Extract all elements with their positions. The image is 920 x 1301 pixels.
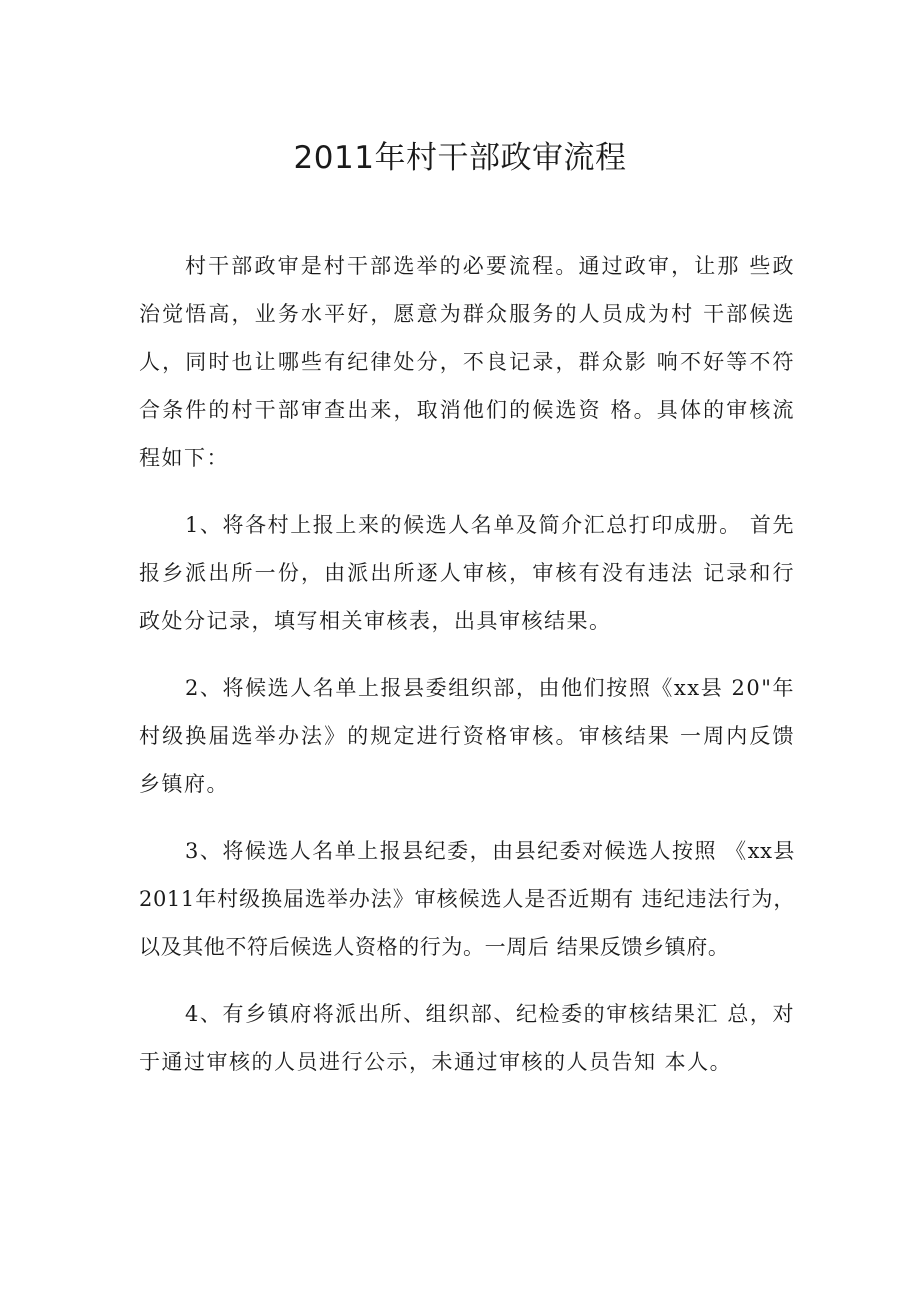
paragraph-step-2: 2、将候选人名单上报县委组织部，由他们按照《xx县 20"年村级换届选举办法》的规定进行资格审核。审核结果 一周内反馈乡镇府。 — [139, 676, 795, 796]
paragraph-step-3: 3、将候选人名单上报县纪委，由县纪委对候选人按照 《xx县2011年村级换届选举办法》审核候选人是否近期有 违纪违法行为，以及其他不符后候选人资格的行为。一周后 结果反馈乡镇府。 — [139, 839, 795, 959]
document-body — [139, 242, 795, 1105]
paragraph-step-4: 4、有乡镇府将派出所、组织部、纪检委的审核结果汇 总，对于通过审核的人员进行公示，未通过审核的人员告知 本人。 — [139, 1002, 795, 1074]
paragraph-step-1: 1、将各村上报上来的候选人名单及简介汇总打印成册。 首先报乡派出所一份，由派出所逐人审核，审核有没有违法 记录和行政处分记录，填写相关审核表，出具审核结果。 — [139, 513, 795, 633]
document-title: 2011年村干部政审流程 — [293, 140, 627, 176]
paragraph-intro: 村干部政审是村干部选举的必要流程。通过政审，让那 些政治觉悟高，业务水平好，愿意为群众服务的人员成为村 干部候选人，同时也让哪些有纪律处分，不良记录，群众影 响不好等不符合条件的村干部审查出来，取消他们的候选资 格。具体的审核流程如下： — [139, 254, 795, 470]
